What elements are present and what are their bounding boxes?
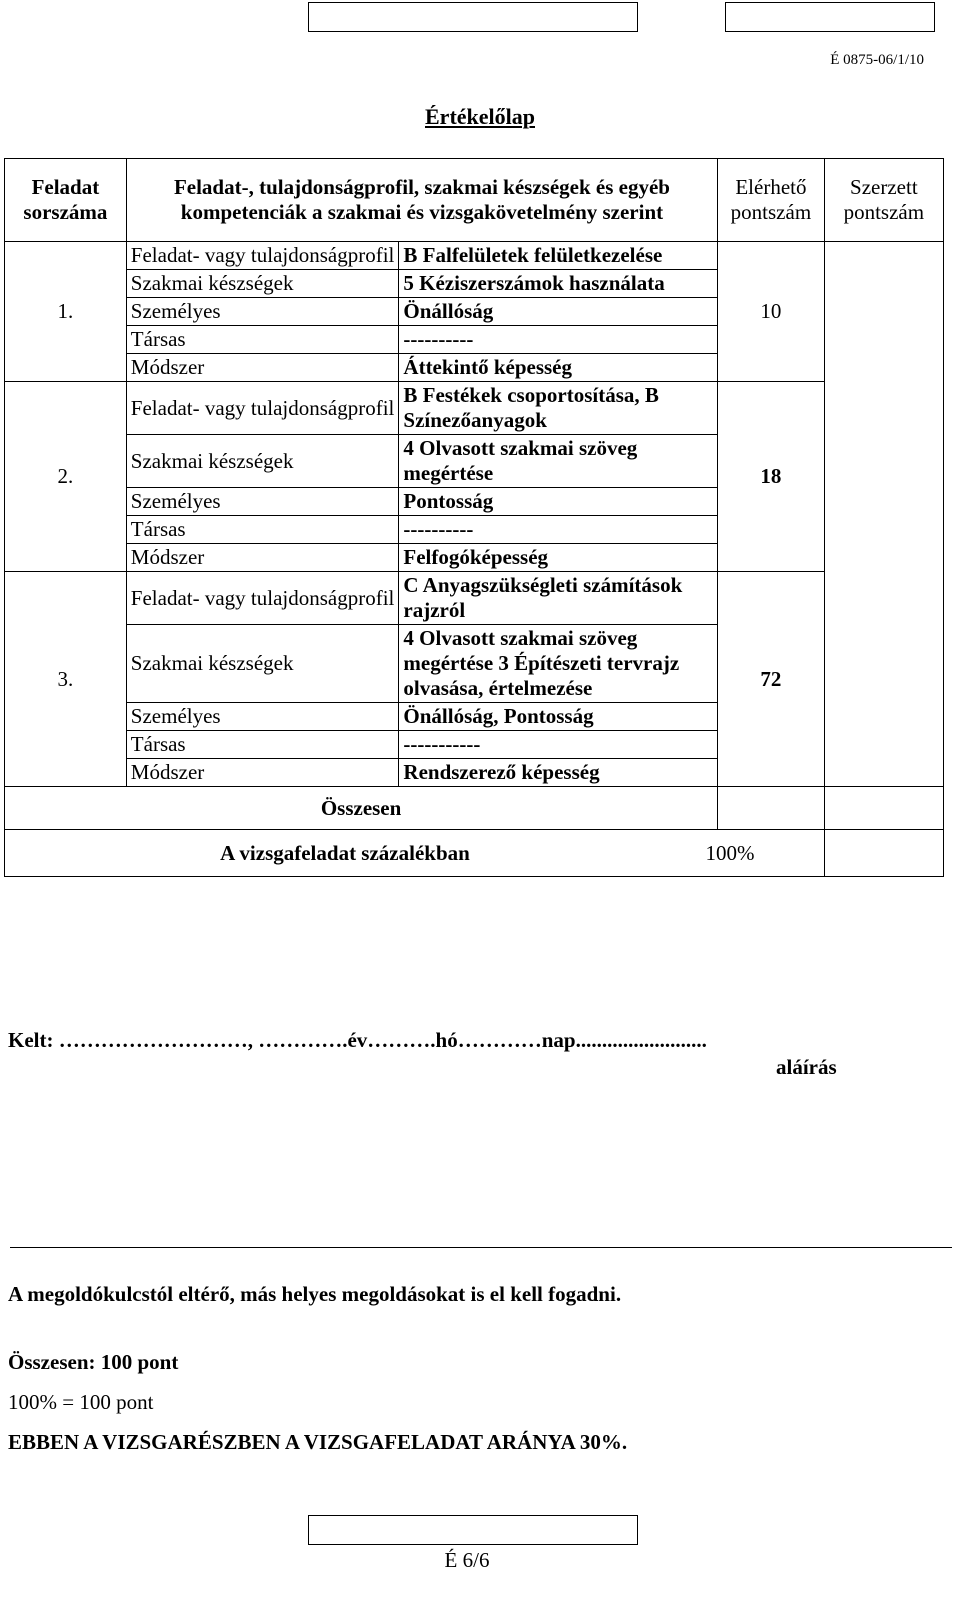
- earned-points-cell[interactable]: [824, 242, 943, 787]
- row-value: Rendszerező képesség: [399, 759, 718, 787]
- percent-value: 100%: [705, 840, 755, 865]
- row-label: Személyes: [126, 298, 399, 326]
- row-label: Szakmai készségek: [126, 270, 399, 298]
- max-points: 72: [718, 572, 825, 787]
- accept-note: A megoldókulcstól eltérő, más helyes megoldásokat is el kell fogadni.: [8, 1282, 622, 1306]
- row-label: Társas: [126, 516, 399, 544]
- date-line: Kelt: ………………………, ………….év……….hó…………nap.........................: [8, 1028, 707, 1052]
- row-value: Önállóság, Pontosság: [399, 703, 718, 731]
- row-value: 5 Kéziszerszámok használata: [399, 270, 718, 298]
- total-note: Összesen: 100 pont: [8, 1350, 179, 1374]
- total-earned-cell[interactable]: [824, 787, 943, 830]
- total-max-cell: [718, 787, 825, 830]
- row-value: -----------: [399, 731, 718, 759]
- percent-label: A vizsgafeladat százalékban: [220, 840, 470, 865]
- row-label: Feladat- vagy tulajdonságprofil: [126, 382, 399, 435]
- header-earned-points: Szerzett pontszám: [824, 159, 943, 242]
- row-label: Módszer: [126, 759, 399, 787]
- row-value: ----------: [399, 516, 718, 544]
- row-label: Társas: [126, 731, 399, 759]
- row-value: 4 Olvasott szakmai szöveg megértése 3 Építészeti tervrajz olvasása, értelmezése: [399, 625, 718, 703]
- ratio-note: EBBEN A VIZSGARÉSZBEN A VIZSGAFELADAT ARÁNYA 30%.: [8, 1430, 628, 1454]
- task-row: [5, 382, 944, 435]
- task-number: 1.: [5, 242, 127, 382]
- document-code: É 0875-06/1/10: [830, 52, 924, 68]
- percent-earned-cell[interactable]: [824, 830, 943, 877]
- max-points: 10: [718, 242, 825, 382]
- row-value: Felfogóképesség: [399, 544, 718, 572]
- row-label: Szakmai készségek: [126, 435, 399, 488]
- equivalence-note: 100% = 100 pont: [8, 1390, 154, 1414]
- evaluation-table: [4, 158, 944, 877]
- total-row: [5, 787, 944, 830]
- row-value: B Festékek csoportosítása, B Színezőanyagok: [399, 382, 718, 435]
- header-row: [5, 159, 944, 242]
- row-value: Pontosság: [399, 488, 718, 516]
- row-label: Módszer: [126, 544, 399, 572]
- row-value: B Falfelületek felületkezelése: [399, 242, 718, 270]
- row-label: Módszer: [126, 354, 399, 382]
- signature-label: aláírás: [776, 1055, 837, 1079]
- row-label: Szakmai készségek: [126, 625, 399, 703]
- max-points: 18: [718, 382, 825, 572]
- row-label: Személyes: [126, 703, 399, 731]
- task-row: [5, 572, 944, 625]
- task-row: [5, 242, 944, 270]
- header-box-left: [308, 2, 638, 32]
- row-label: Feladat- vagy tulajdonságprofil: [126, 242, 399, 270]
- row-label: Társas: [126, 326, 399, 354]
- percent-row: [5, 830, 944, 877]
- page-title: Értékelőlap: [425, 104, 535, 129]
- row-value: Önállóság: [399, 298, 718, 326]
- row-value: 4 Olvasott szakmai szöveg megértése: [399, 435, 718, 488]
- page-number: É 6/6: [444, 1548, 490, 1572]
- task-number: 2.: [5, 382, 127, 572]
- header-description: Feladat-, tulajdonságprofil, szakmai készségek és egyéb kompetenciák a szakmai és vizsgakövetelmény szerint: [126, 159, 717, 242]
- header-task-number: Feladat sorszáma: [5, 159, 127, 242]
- task-number: 3.: [5, 572, 127, 787]
- row-label: Személyes: [126, 488, 399, 516]
- percent-cell: [5, 830, 825, 877]
- row-label: Feladat- vagy tulajdonságprofil: [126, 572, 399, 625]
- separator-rule: [10, 1247, 952, 1248]
- total-label: Összesen: [5, 787, 718, 830]
- row-value: C Anyagszükségleti számítások rajzról: [399, 572, 718, 625]
- row-value: ----------: [399, 326, 718, 354]
- header-max-points: Elérhető pontszám: [718, 159, 825, 242]
- header-box-right: [725, 2, 935, 32]
- row-value: Áttekintő képesség: [399, 354, 718, 382]
- footer-box: [308, 1515, 638, 1545]
